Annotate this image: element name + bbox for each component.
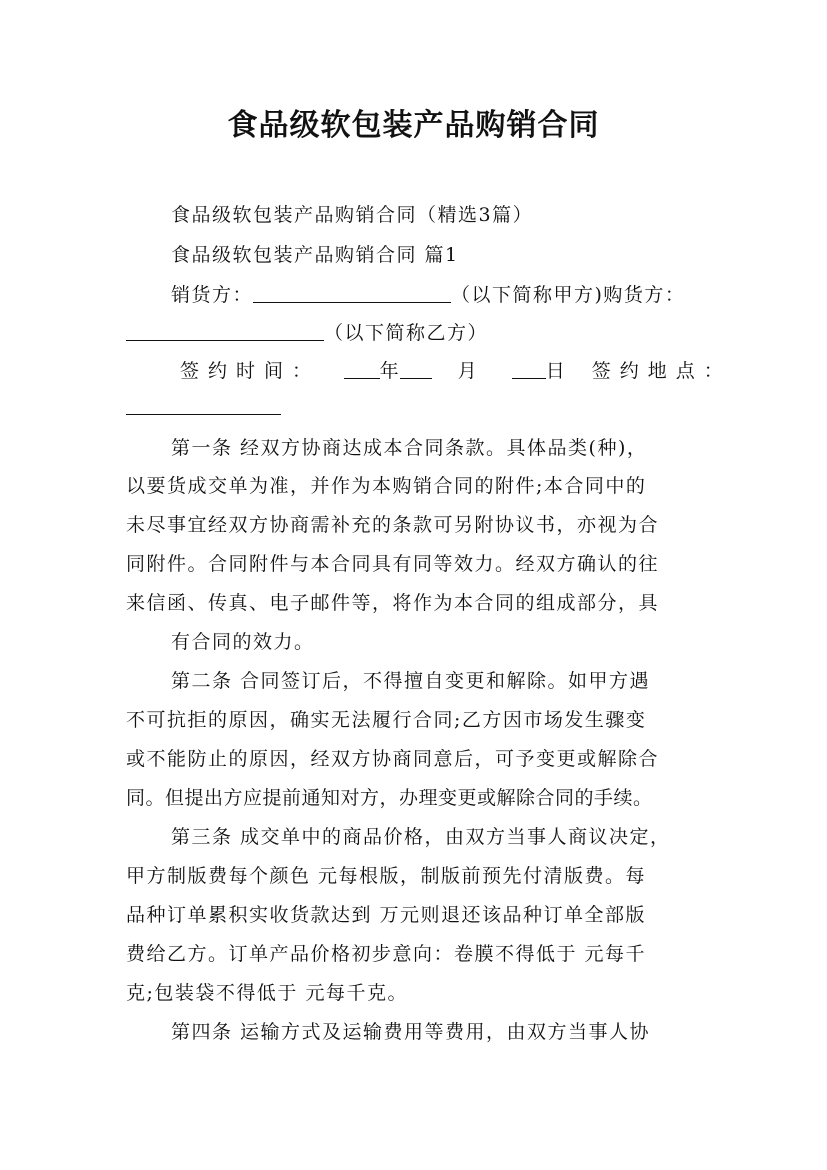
seller-blank [253, 284, 451, 303]
day-blank [512, 360, 546, 379]
article-2-line: 第二条 合同签订后，不得擅自变更和解除。如甲方遇 [171, 670, 651, 692]
sign-time-label: 签约时间： [180, 360, 321, 382]
article-4-line: 第四条 运输方式及运输费用等费用，由双方当事人协 [171, 1021, 651, 1043]
article-2-line: 或不能防止的原因，经双方协商同意后，可予变更或解除合 [126, 748, 660, 770]
month-blank [400, 360, 432, 379]
article-1-line: 同附件。合同附件与本合同具有同等效力。经双方确认的往 [126, 553, 660, 575]
seller-line [171, 280, 685, 307]
sign-line [180, 356, 732, 383]
document-subtitle: 食品级软包装产品购销合同（精选3篇） [171, 204, 534, 226]
document-title: 食品级软包装产品购销合同 [227, 108, 600, 143]
sign-place-blank [126, 396, 281, 415]
article-3-line: 第三条 成交单中的商品价格，由双方当事人商议决定， [171, 826, 671, 848]
article-3-line: 费给乙方。订单产品价格初步意向：卷膜不得低于 元每千 [126, 943, 647, 965]
article-1-line: 以要货成交单为准，并作为本购销合同的附件;本合同中的 [126, 475, 647, 497]
buyer-suffix: （以下简称乙方） [324, 322, 489, 344]
sign-place-label: 签约地点： [591, 360, 732, 382]
article-1-line: 来信函、传真、电子邮件等，将作为本合同的组成部分，具 [126, 592, 660, 614]
section-heading: 食品级软包装产品购销合同 篇1 [171, 244, 459, 266]
buyer-blank [126, 322, 324, 341]
article-1-line: 有合同的效力。 [171, 631, 315, 653]
seller-label: 销货方： [171, 284, 254, 306]
seller-suffix: （以下简称甲方)购货方： [451, 284, 686, 306]
month-label: 月 [457, 360, 479, 382]
year-blank [344, 360, 380, 379]
article-2-line: 不可抗拒的原因，确实无法履行合同;乙方因市场发生骤变 [126, 709, 647, 731]
year-label: 年 [379, 360, 401, 382]
article-1-line: 未尽事宜经双方协商需补充的条款可另附协议书，亦视为合 [126, 514, 660, 536]
sign-place-line [126, 396, 281, 418]
article-2-line: 同。但提出方应提前通知对方，办理变更或解除合同的手续。 [126, 787, 653, 809]
article-3-line: 品种订单累积实收货款达到 万元则退还该品种订单全部版 [126, 904, 647, 926]
article-1-line: 第一条 经双方协商达成本合同条款。具体品类(种)， [171, 437, 648, 459]
buyer-line [126, 318, 488, 345]
day-label: 日 [545, 360, 567, 382]
article-3-line: 甲方制版费每个颜色 元每根版，制版前预先付清版费。每 [126, 865, 647, 887]
article-3-line: 克;包装袋不得低于 元每千克。 [126, 982, 408, 1004]
